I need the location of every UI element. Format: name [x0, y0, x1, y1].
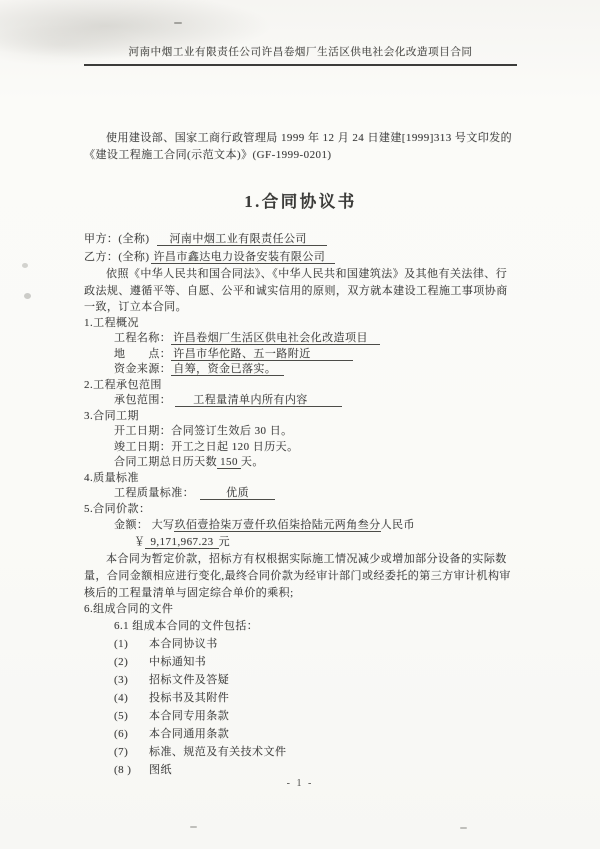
item-text: 本合同协议书: [149, 637, 218, 650]
field-value: 自筹，资金已落实。: [171, 363, 284, 376]
amount-caps-line: [84, 517, 517, 534]
scan-mark: [24, 293, 31, 299]
list-item: [114, 743, 517, 761]
field-project-name: [84, 331, 517, 347]
section-2-heading: 2.工程承包范围: [84, 378, 162, 391]
list-item: [114, 761, 517, 779]
price-note-paragraph: 本合同为暂定价款，招标方有权根据实际施工情况减少或增加部分设备的实际数量，合同金额相应进行变化,最终合同价款为经审计部门或经委托的第三方审计机构审核后的工程量清单与固定综合单价的乘积;: [84, 553, 511, 599]
item-number: (3): [114, 673, 129, 686]
list-item: [114, 689, 517, 707]
section-4-heading: 4.质量标准: [84, 471, 139, 484]
field-value: 许昌卷烟厂生活区供电社会化改造项目: [171, 332, 380, 345]
section-3-heading: 3.合同工期: [84, 409, 139, 422]
field-value: 优质: [200, 487, 275, 500]
amount-suffix: 人民币: [380, 519, 415, 531]
list-item: [114, 707, 517, 725]
field-label: 承包范围：: [114, 394, 172, 406]
item-text: 招标文件及答疑: [149, 673, 230, 686]
field-label: 工程名称：: [114, 332, 172, 344]
item-number: (8 ): [114, 763, 132, 776]
item-text: 标准、规范及有关技术文件: [149, 745, 287, 758]
duration-prefix: 合同工期总日历天数: [114, 456, 218, 468]
party-a-value: 河南中烟工业有限责任公司: [157, 233, 326, 246]
amount-unit: 元: [218, 536, 231, 548]
item-text: 中标通知书: [149, 655, 207, 668]
item-number: (4): [114, 691, 129, 704]
section-6-subheading: 6.1 组成本合同的文件包括：: [114, 619, 259, 632]
amount-prefix: 大写: [151, 519, 175, 531]
item-text: 投标书及其附件: [149, 691, 230, 704]
preamble-paragraph: 依照《中华人民共和国合同法》、《中华人民共和国建筑法》及其他有关法律、行政法规、遵循平等、自愿、公平和诚实信用的原则，双方就本建设工程施工事项协商一致，订立本合同。: [84, 268, 508, 313]
party-b-line: [84, 248, 517, 266]
field-value: 工程量清单内所有内容: [175, 394, 342, 407]
amount-label: 金额：: [114, 519, 149, 531]
field-quality: [84, 486, 517, 502]
page-number: - 1 -: [286, 778, 314, 789]
total-duration-line: [84, 455, 517, 471]
running-title: 河南中烟工业有限责任公司许昌卷烟厂生活区供电社会化改造项目合同: [128, 47, 473, 58]
field-value: 许昌市华佗路、五一路附近: [171, 348, 352, 361]
field-scope: [84, 393, 517, 409]
section-6-heading: 6.组成合同的文件: [84, 603, 174, 615]
item-text: 本合同通用条款: [149, 727, 230, 740]
list-item: [114, 725, 517, 743]
finish-date-line: 竣工日期：开工之日起 120 日历天。: [114, 440, 299, 453]
amount-numeric-line: [84, 534, 517, 551]
field-label: 地 点：: [114, 347, 172, 360]
item-text: 图纸: [149, 763, 172, 776]
party-b-label: 乙方：(全称): [84, 251, 150, 263]
amount-numeric-value: 9,171,967.23: [145, 536, 218, 549]
list-item: [114, 635, 517, 653]
item-number: (6): [114, 727, 129, 740]
scan-mark: [190, 826, 197, 828]
item-text: 本合同专用条款: [149, 709, 230, 722]
item-number: (5): [114, 709, 129, 722]
start-date-line: 开工日期：合同签订生效后 30 日。: [114, 425, 293, 437]
duration-days: 150: [217, 456, 241, 469]
scan-mark: [22, 263, 28, 268]
contract-documents-list: [84, 635, 517, 779]
section-1-heading: 1.工程概况: [84, 316, 139, 329]
item-number: (1): [114, 637, 129, 650]
section-5-heading: 5.合同价款：: [84, 502, 151, 515]
party-b-value: 许昌市鑫达电力设备安装有限公司: [151, 251, 335, 264]
list-item: [114, 653, 517, 671]
item-number: (2): [114, 655, 129, 668]
party-a-line: [84, 230, 517, 248]
field-funding-source: [84, 362, 517, 378]
field-label: 资金来源：: [114, 363, 172, 375]
amount-caps-value: 玖佰壹拾柒万壹仟玖佰柒拾陆元两角叁分: [174, 519, 381, 531]
parties-block: [84, 230, 517, 266]
contract-body: [84, 130, 517, 779]
duration-suffix: 天。: [240, 456, 264, 468]
document-title: 1.合同协议书: [244, 192, 357, 211]
intro-paragraph: 使用建设部、国家工商行政管理局 1999 年 12 月 24 日建建[1999]313 号文印发的《建设工程施工合同(示范文本)》(GF-1999-0201): [84, 132, 513, 161]
scan-mark: [460, 827, 467, 829]
page-header: [84, 44, 517, 66]
field-label: 工程质量标准：: [114, 487, 195, 499]
currency-sign: ￥: [134, 536, 146, 548]
list-item: [114, 671, 517, 689]
party-a-label: 甲方：(全称): [84, 233, 150, 245]
scan-mark: [174, 22, 182, 24]
item-number: (7): [114, 745, 129, 758]
field-location: [84, 347, 517, 363]
